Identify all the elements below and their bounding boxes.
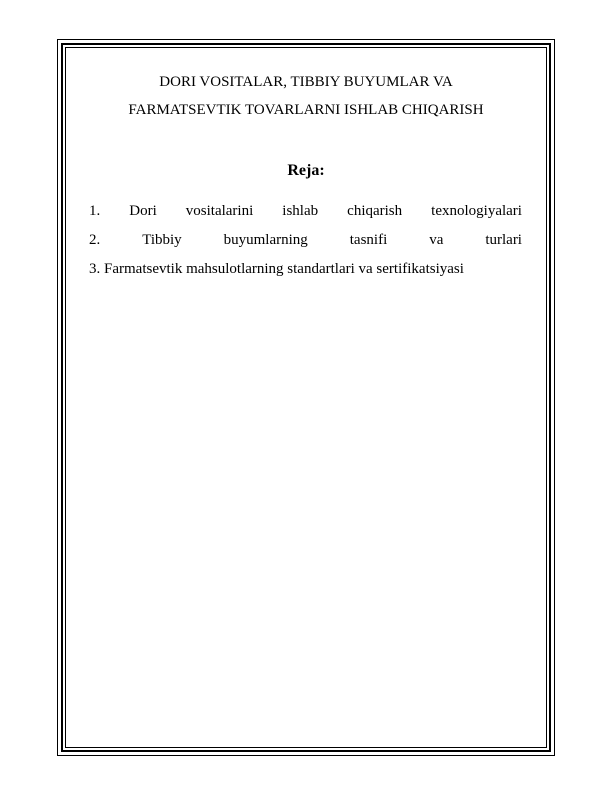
plan-item-1-word: Dori <box>129 203 157 219</box>
page-border-innermost <box>65 47 547 748</box>
plan-item-1 <box>89 202 522 220</box>
document-title-line-1: DORI VOSITALAR, TIBBIY BUYUMLAR VA <box>159 74 453 90</box>
plan-item-2-word: tasnifi <box>349 232 388 248</box>
page-border-inner <box>61 43 551 752</box>
plan-item-2-word: turlari <box>485 232 522 248</box>
plan-item-2-number: 2. <box>89 232 101 248</box>
plan-heading: Reja: <box>287 162 325 179</box>
plan-item-1-word: vositalarini <box>185 203 254 219</box>
plan-item-1-word: texnologiyalari <box>431 203 522 219</box>
plan-item-1-word: chiqarish <box>347 203 403 219</box>
plan-item-1-number: 1. <box>89 203 101 219</box>
plan-item-1-word: ishlab <box>282 203 319 219</box>
plan-item-2 <box>89 231 522 249</box>
plan-item-2-word: Tibbiy <box>142 232 182 248</box>
plan-item-2-word: buyumlarning <box>223 232 308 248</box>
page-border-outer <box>57 39 555 756</box>
plan-item-2-word: va <box>429 232 444 248</box>
document-title-line-2: FARMATSEVTIK TOVARLARNI ISHLAB CHIQARISH <box>128 102 484 118</box>
plan-item-3: 3. Farmatsevtik mahsulotlarning standartlari va sertifikatsiyasi <box>89 261 464 277</box>
